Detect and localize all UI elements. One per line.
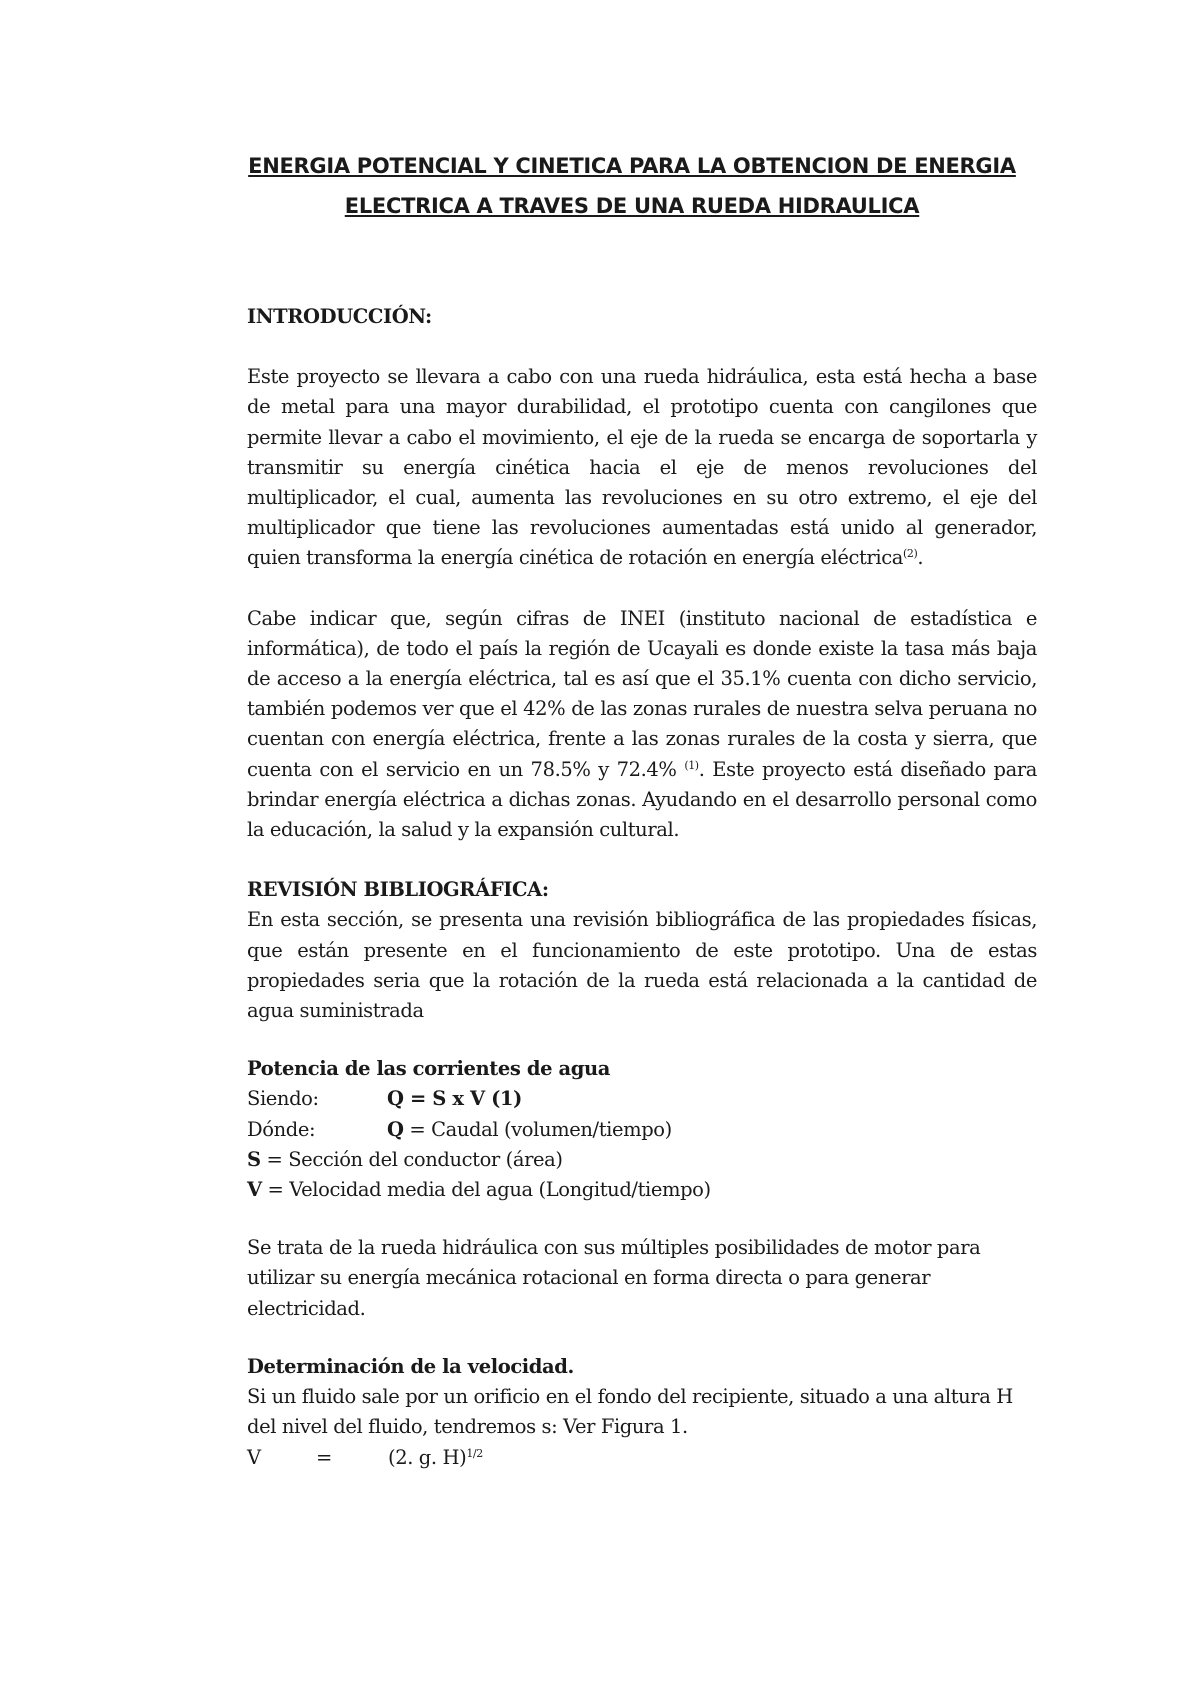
formula-v: V [247,1445,261,1469]
donde-definition [387,1115,672,1145]
formula-expression: (2. g. H) [388,1445,467,1469]
formula-equals: = [316,1445,332,1469]
document-title [200,146,1064,226]
s-definition: = Sección del conductor (área) [260,1147,563,1171]
intro-heading: INTRODUCCIÓN: [247,305,432,328]
q-definition: = Caudal (volumen/tiempo) [403,1117,672,1141]
velocity-paragraph: Si un fluido sale por un orificio en el fondo del recipiente, situado a una altura H del nivel del fluido, tendremos s: Ver Figura 1. [247,1385,1013,1439]
velocity-heading: Determinación de la velocidad. [247,1354,574,1378]
siendo-label: Siendo: [247,1087,319,1111]
flow-formula: Q = S x V (1) [387,1087,522,1111]
velocity-formula [247,1443,1037,1473]
s-symbol: S [247,1147,261,1171]
review-heading: REVISIÓN BIBLIOGRÁFICA: [247,878,549,902]
intro-p1-ref: (2) [902,547,918,561]
formula-expression-group [388,1443,483,1473]
formula-exponent: 1/2 [466,1446,483,1460]
intro-p1-end: . [917,546,924,570]
document-body [247,302,1037,1473]
intro-paragraph-1 [247,362,1037,573]
v-symbol: V [247,1178,262,1202]
power-heading: Potencia de las corrientes de agua [247,1057,610,1081]
donde-label: Dónde: [247,1117,316,1141]
intro-p1-text: Este proyecto se llevara a cabo con una rueda hidráulica, esta está hecha a base de metal para una mayor durabilidad, el prototipo cuenta con cangilones que permite llevar a cabo el movimiento, el eje de la rueda se encarga de soportarla y transmitir su energía cinética hacia el eje de menos revoluciones del multiplicador, el cual, aumenta las revoluciones en su otro extremo, el eje del multiplicador que tiene las revoluciones aumentadas está unido al generador, quien transforma la energía cinética de rotación en energía eléctrica [247,365,1037,570]
v-definition-line [247,1175,1037,1205]
title-line-2: ELECTRICA A TRAVES DE UNA RUEDA HIDRAULICA [344,194,920,218]
review-paragraph: En esta sección, se presenta una revisión bibliográfica de las propiedades físicas, que están presente en el funcionamiento de este prototipo. Una de estas propiedades seria que la rotación de la rueda está relacionada a la cantidad de agua suministrada [247,908,1037,1023]
title-line-1: ENERGIA POTENCIAL Y CINETICA PARA LA OBTENCION DE ENERGIA [248,154,1016,178]
intro-p2-text-a: Cabe indicar que, según cifras de INEI (instituto nacional de estadística e informática), de todo el país la región de Ucayali es donde existe la tasa más baja de acceso a la energía eléctrica, tal es así que el 35.1% cuenta con dicho servicio, también podemos ver que el 42% de las zonas rurales de nuestra selva peruana no cuentan con energía eléctrica, frente a las zonas rurales de la costa y sierra, que cuenta con el servicio en un 78.5% y 72.4% [247,606,1037,781]
q-symbol: Q [387,1117,404,1141]
intro-p2-ref: (1) [684,758,699,772]
donde-row [247,1115,1037,1145]
intro-p2-text-b: . Este proyecto está diseñado para brindar energía eléctrica a dichas zonas. Ayudando en el desarrollo personal como la educación, la salud y la expansión cultural. [247,757,1037,842]
power-paragraph: Se trata de la rueda hidráulica con sus múltiples posibilidades de motor para utilizar su energía mecánica rotacional en forma directa o para generar electricidad. [247,1236,981,1320]
intro-paragraph-2 [247,604,1037,846]
v-definition: = Velocidad media del agua (Longitud/tiempo) [261,1178,711,1202]
siendo-row [247,1084,1037,1114]
s-definition-line [247,1145,1037,1175]
